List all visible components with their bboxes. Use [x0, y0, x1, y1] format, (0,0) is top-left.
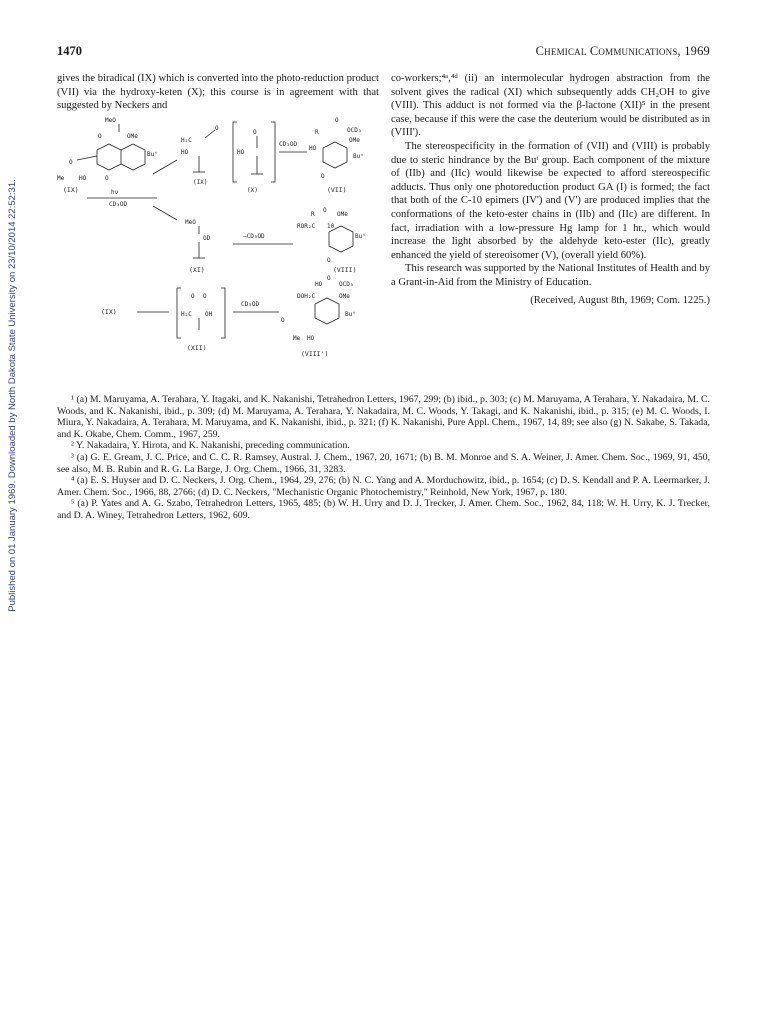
ix-ho: HO	[79, 175, 87, 182]
xi-meo: MeO	[185, 219, 196, 226]
reaction-scheme	[57, 112, 379, 372]
structure-viii	[297, 207, 366, 274]
received-line: (Received, August 8th, 1969; Com. 1225.)	[530, 294, 710, 306]
structure-vii	[309, 117, 364, 194]
vii-label: (VII)	[327, 186, 347, 194]
viii-ro: R	[311, 211, 315, 218]
arrow-xi-viii	[233, 233, 293, 244]
arrow-hv	[87, 189, 157, 208]
viii-bu: Buᵗ	[355, 233, 366, 240]
structure-ix-2	[101, 308, 169, 316]
ix-o3: O	[105, 175, 109, 182]
ix-o: O	[98, 133, 102, 140]
viiip-ocd3: OCD₃	[339, 281, 354, 288]
ix-me: Me	[57, 175, 65, 182]
ix-ome: OMe	[127, 133, 138, 140]
arrow-to-radical	[153, 206, 177, 220]
keten-o: O	[215, 125, 219, 132]
keten-h2c: H₂C	[181, 137, 192, 144]
cd3od-3: CD₃OD	[241, 301, 260, 308]
right-column	[391, 72, 710, 307]
x-ho: HO	[237, 149, 245, 156]
ix-o2: O	[69, 159, 73, 166]
viiip-bu: Buᵗ	[345, 311, 356, 318]
keten-ho: HO	[181, 149, 189, 156]
viiip-dohc: DOH₂C	[297, 293, 316, 300]
x-o: O	[253, 129, 257, 136]
structure-keten-frag	[181, 125, 219, 186]
right-para-1: co-workers;⁴ᵃ,⁴ᵈ (ii) an intermolecular hydrogen abstraction from the solvent gives the radical (XI) which subsequently adds CH₂OH to give (VIII). This adduct is not formed via the β-lactone (XII)⁵ in the present case, because if this were the case the deuterium would be distributed as in (VIII').	[391, 73, 710, 139]
page-number: 1470	[57, 44, 82, 58]
ix-meo: MeO	[105, 117, 116, 124]
minus-cd3od: –CD₃OD	[243, 233, 265, 240]
left-column-text: gives the biradical (IX) which is converted into the photo-reduction product (VII) via the hydroxy-keten (X); this course is in agreement with that suggested by Neckers and	[57, 73, 379, 112]
reference-1: ¹ (a) M. Maruyama, A. Terahara, Y. Itagaki, and K. Nakanishi, Tetrahedron Letters, 1967, 299; (b) ibid., p. 303; (c) M. Maruyama, A Terahara, Y. Nakadaira, M. C. Woods, and K. Nakanishi, ibid., p. 309; (d) M. Maruyama, A. Terahara, Y. Nakadaira, M. C. Woods, Y. Takagi, and K. Nakanishi, ibid., p. 315; (e) M. C. Woods, I. Miura, Y. Nakadaira, A. Terahara, M. Maruyama, and K. Nakanishi, ibid., p. 321; (f) K. Nakanishi, Pure Appl. Chem., 1967, 14, 89; see also (g) N. Sakabe, S. Takada, and K. Okabe, Chem. Comm., 1967, 259.	[57, 394, 710, 440]
xi-od: OD	[203, 235, 211, 242]
viii-o: O	[323, 207, 327, 214]
x-label: (X)	[247, 187, 258, 194]
xii-o: O	[191, 293, 195, 300]
arrow-to-keten	[153, 160, 177, 174]
reference-2: ² Y. Nakadaira, Y. Hirota, and K. Nakanishi, preceding communication.	[71, 440, 350, 452]
hv-label: hν	[111, 189, 119, 196]
arrow-xii-viiip	[233, 301, 279, 312]
structure-ix	[57, 117, 158, 194]
viiip-me: Me	[293, 335, 301, 342]
cd3od-1: CD₃OD	[109, 201, 128, 208]
arrow-x-vii	[279, 141, 307, 152]
vii-ome: OMe	[349, 137, 360, 144]
download-notice-text: Published on 01 January 1969. Downloaded by North Dakota State University on 23/10/2014 22:52:31.	[6, 178, 18, 612]
viiip-ho: HO	[315, 281, 323, 288]
xii-label: (XII)	[187, 344, 207, 352]
reference-4: ⁴ (a) E. S. Huyser and D. C. Neckers, J. Org. Chem., 1964, 29, 276; (b) N. C. Yang and A. Morduchowitz, ibid., p. 1654; (c) D. S. Kendall and P. A. Leermarker, J. Amer. Chem. Soc., 1966, 88, 2766; (d) D. C. Neckers, "Mechanistic Organic Photochemistry," Reinhold, New York, 1967, p. 180.	[57, 475, 710, 498]
structure-xii	[177, 288, 225, 352]
reference-3: ³ (a) G. E. Gream, J. C. Price, and C. C. R. Ramsey, Austral. J. Chem., 1967, 20, 1671; (b) B. M. Monroe and S. A. Weiner, J. Amer. Chem. Soc., 1969, 91, 450, see also, M. B. Rubin and R. G. La Barge, J. Org. Chem., 1966, 31, 3283.	[57, 451, 710, 475]
viiip-ome: OMe	[339, 293, 350, 300]
vii-o2: O	[321, 173, 325, 180]
keten-label: (IX)	[193, 179, 208, 186]
structure-viiip	[281, 275, 356, 358]
viiip-o2: O	[281, 317, 285, 324]
ix2-label: (IX)	[101, 308, 117, 316]
viii-ome: OMe	[337, 211, 348, 218]
xii-h2c: H₂C	[181, 311, 192, 318]
viiip-ho2: HO	[307, 335, 315, 342]
vii-r: R	[315, 129, 319, 136]
viii-c10: 10	[327, 223, 335, 230]
reference-5: ⁵ (a) P. Yates and A. G. Szabo, Tetrahedron Letters, 1965, 485; (b) W. H. Urry and D. J. Trecker, J. Amer. Chem. Soc., 1962, 84, 118; W. H. Urry, K. J. Trecker, and D. A. Winey, Tetrahedron Letters, 1962, 609.	[57, 498, 710, 521]
right-para-3: This research was supported by the National Institutes of Health and by a Grant-in-Aid from the Ministry of Education.	[391, 263, 710, 288]
viiip-o: O	[327, 275, 331, 282]
cd3od-2: CD₃OD	[279, 141, 298, 148]
vii-bu: Buᵗ	[353, 153, 364, 160]
structure-x	[233, 122, 275, 194]
viiip-label: (VIII')	[301, 350, 329, 358]
viii-label: (VIII)	[333, 266, 357, 274]
vii-o: O	[335, 117, 339, 124]
right-para-2: The stereospecificity in the formation of (VII) and (VIII) is probably due to steric hindrance by the Buᵗ group. Each component of the mixture of (IIb) and (IIc) would likewise be expected to afford stereospecific adducts. Thus only one photoreduction product GA (I) is formed; the fact that both of the C-10 epimers (IV') and (V') are produced implies that the conformations of the keto-ester chains in (IIb) and (IIc) are different. In fact, irradiation with a low-pressure Hg lamp for 1 hr., which would increase the light absorbed by the aldehyde keto-ester (IIc), greatly enhanced the yield of stereoisomer (V), (overall yield 60%).	[391, 140, 710, 261]
viii-ror2: ROR₂C	[297, 223, 316, 230]
ix-label: (IX)	[63, 186, 79, 194]
vii-ho: HO	[309, 145, 317, 152]
references	[57, 394, 710, 522]
xi-label: (XI)	[189, 266, 205, 274]
vii-ocd3: OCD₃	[347, 127, 362, 134]
xii-o2: O	[203, 293, 207, 300]
xii-oh: OH	[205, 311, 213, 318]
left-column	[57, 72, 379, 113]
viii-o2: O	[327, 257, 331, 264]
ix-bu: Buᵗ	[147, 151, 158, 158]
structure-xi	[185, 219, 211, 274]
journal-title: Chemical Communications, 1969	[535, 44, 710, 58]
download-notice	[2, 160, 22, 630]
